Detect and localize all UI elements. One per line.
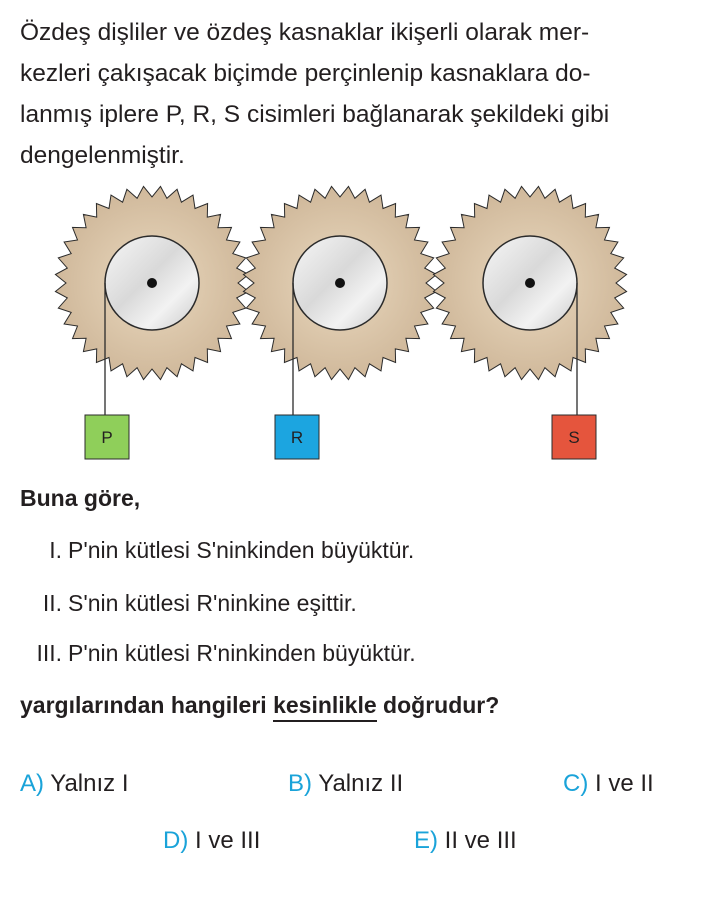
gear-middle — [243, 186, 436, 379]
gear-pulley-figure — [40, 175, 700, 475]
statement-1-number: I. — [49, 537, 62, 563]
option-e-text: II ve III — [444, 827, 517, 854]
statement-1-text: P'nin kütlesi S'ninkinden büyüktür. — [68, 537, 415, 563]
option-b-text: Yalnız II — [318, 770, 404, 797]
option-d[interactable] — [163, 827, 260, 855]
statement-3 — [20, 640, 416, 667]
option-d-text: I ve III — [195, 827, 261, 854]
option-c-text: I ve II — [595, 770, 654, 797]
block-r-label: R — [290, 428, 304, 447]
option-c[interactable] — [563, 770, 654, 798]
option-c-letter: C) — [563, 770, 589, 797]
option-a[interactable] — [20, 770, 129, 798]
statement-2-text: S'nin kütlesi R'ninkine eşittir. — [68, 590, 357, 616]
stem-line-1: Özdeş dişliler ve özdeş kasnaklar ikişerli olarak mer- — [20, 19, 590, 46]
stem-line-4: dengelenmiştir. — [20, 142, 185, 169]
question-prompt — [20, 692, 499, 719]
block-r — [275, 415, 319, 459]
stem-line-3: lanmış iplere P, R, S cisimleri bağlanarak şekildeki gibi — [20, 101, 610, 128]
block-s — [552, 415, 596, 459]
option-a-letter: A) — [20, 770, 44, 797]
block-p — [85, 415, 129, 459]
block-p-label: P — [101, 428, 113, 447]
option-b-letter: B) — [288, 770, 312, 797]
question-after: doğrudur? — [376, 692, 500, 718]
statement-3-number: III. — [36, 640, 62, 666]
question-stem — [20, 12, 670, 176]
option-b[interactable] — [288, 770, 403, 798]
option-a-text: Yalnız I — [50, 770, 129, 797]
statement-2 — [20, 590, 357, 617]
question-before: yargılarından hangileri — [20, 692, 274, 718]
option-e[interactable] — [414, 827, 517, 855]
lead-text: Buna göre, — [20, 485, 141, 511]
axle-middle — [335, 278, 345, 288]
statement-3-text: P'nin kütlesi R'ninkinden büyüktür. — [68, 640, 416, 666]
option-d-letter: D) — [163, 827, 189, 854]
block-s-label: S — [568, 428, 580, 447]
question-emphasis: kesinlikle — [273, 692, 377, 722]
statement-1 — [20, 537, 414, 564]
axle-left — [147, 278, 157, 288]
option-e-letter: E) — [414, 827, 438, 854]
axle-right — [525, 278, 535, 288]
stem-line-2: kezleri çakışacak biçimde perçinlenip kasnaklara do- — [20, 60, 591, 87]
gear-left — [55, 186, 248, 379]
gear-right — [433, 186, 626, 379]
gear-pulley-diagram — [40, 175, 700, 475]
statement-2-number: II. — [42, 590, 62, 616]
